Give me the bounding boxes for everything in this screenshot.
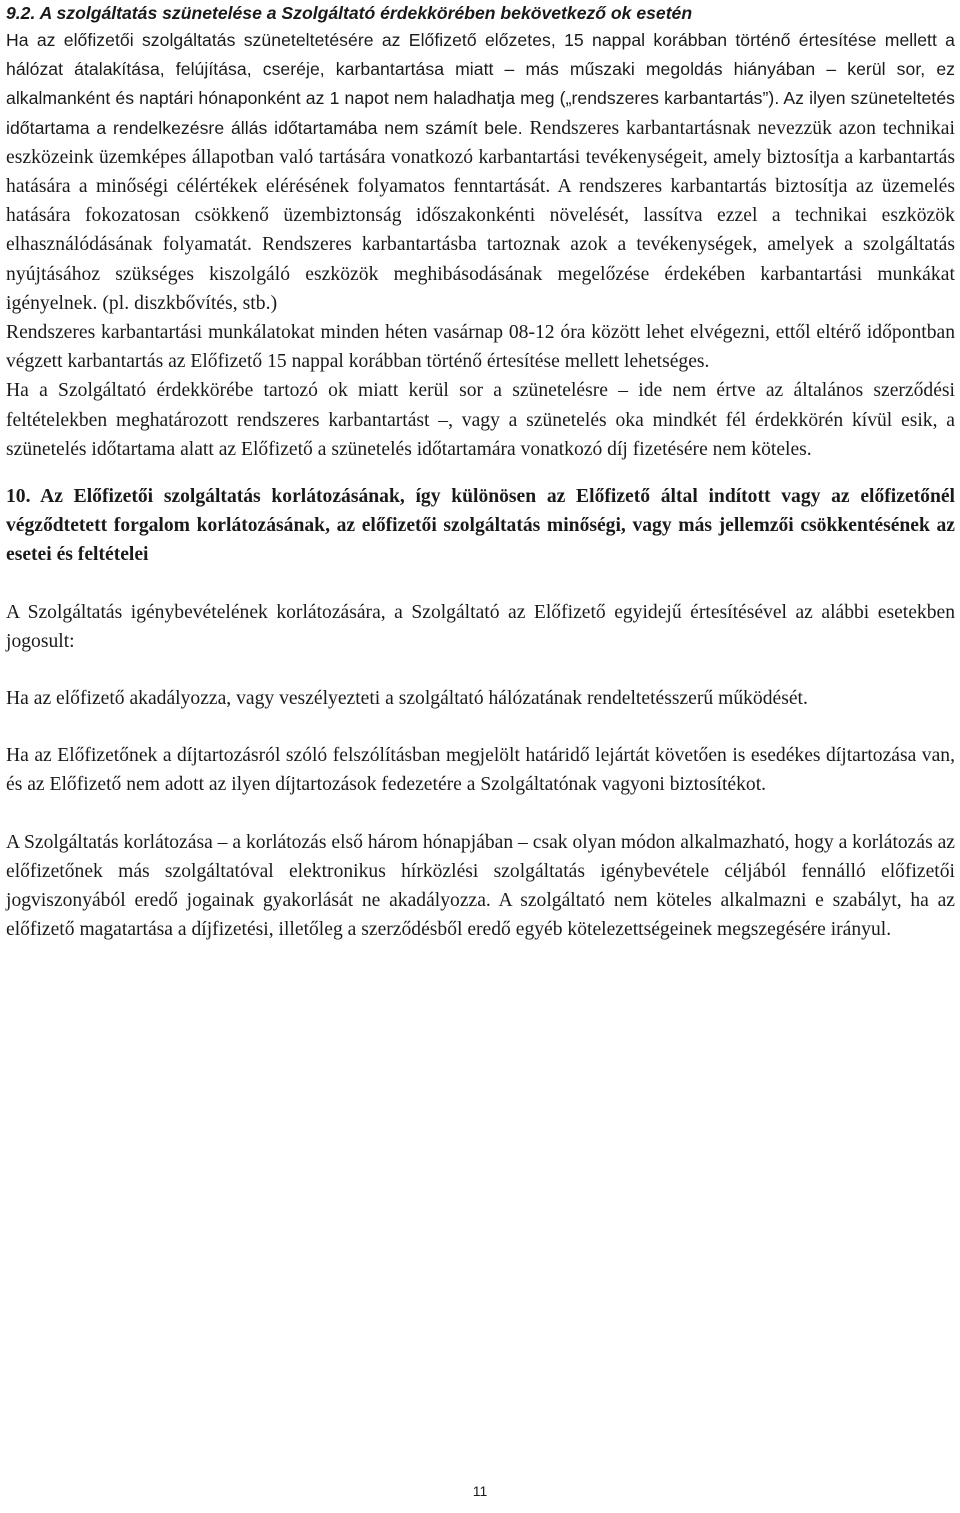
paragraph-scheduled-maintenance-intro [6, 26, 955, 318]
paragraph-restriction-rights: A Szolgáltatás igénybevételének korlátozására, a Szolgáltató az Előfizető egyidejű értesítésével az alábbi esetekben jogosult: [6, 601, 955, 652]
paragraph-provider-fault-suspension: Ha a Szolgáltató érdekkörébe tartozó ok miatt kerül sor a szünetelésre – ide nem értve az általános szerződési feltételekben meghatározott rendszeres karbantartást –, vagy a szünetelés oka mindkét fél érdekkörén kívül esik, a szünetelés időtartama alatt az Előfizető a szünetelés időtartamára vonatkozó díj fizetésére nem köteles. [6, 380, 955, 460]
paragraph-overdue-debt: Ha az Előfizetőnek a díjtartozásról szóló felszólításban megjelölt határidő lejártát követően is esedékes díjtartozása van, és az Előfizető nem adott az ilyen díjtartozások fedezetére a Szolgáltatónak vagyoni biztosítékot. [6, 745, 955, 796]
spacer [6, 656, 955, 684]
paragraph-maintenance-schedule: Rendszeres karbantartási munkálatokat minden héten vasárnap 08-12 óra között lehet elvégezni, ettől eltérő időpontban végzett karbantartás az Előfizető 15 nappal korábban történő értesítése mellett lehetséges. [6, 322, 955, 373]
section-heading-10: 10. Az Előfizetői szolgáltatás korlátozásának, így különösen az Előfizető által indított vagy az előfizetőnél végződtetett forgalom korlátozásának, az előfizetői szolgáltatás minőségi, vagy más jellemzői csökkentésének az esetei és feltételei [6, 486, 955, 566]
spacer [6, 464, 955, 482]
paragraph-network-endangerment: Ha az előfizető akadályozza, vagy veszélyezteti a szolgáltató hálózatának rendeltetésszerű működését. [6, 688, 808, 710]
spacer [6, 713, 955, 741]
section-heading-9-2: 9.2. A szolgáltatás szünetelése a Szolgáltató érdekkörében bekövetkező ok esetén [6, 3, 693, 23]
spacer [6, 570, 955, 598]
spacer [6, 800, 955, 828]
paragraph-maintenance-definition: Rendszeres karbantartásnak nevezzük azon technikai eszközeink üzemképes állapotban való tartására vonatkozó karbantartási tevékenységeit, amely biztosítja a karbantartás hatására a minőségi célértékek elérésének folyamatos fenntartását. A rendszeres karbantartás biztosítja az üzemelés hatására fokozatosan csökkenő üzembiztonság időszakonkénti növelését, lassítva ezzel a technikai eszközök elhasználódásának folyamatát. Rendszeres karbantartásba tartoznak azok a tevékenységek, amelyek a szolgáltatás nyújtásához szükséges kiszolgáló eszközök meghibásodásának megelőzése érdekében karbantartási munkákat igényelnek. (pl. diszkbővítés, stb.) [6, 117, 955, 314]
document-page [6, 0, 955, 944]
page-number: 11 [472, 1483, 488, 1499]
paragraph-restriction-limits: A Szolgáltatás korlátozása – a korlátozás első három hónapjában – csak olyan módon alkalmazható, hogy a korlátozás az előfizetőnek más szolgáltatóval elektronikus hírközlési szolgáltatás igénybevétele céljából fennálló előfizetői jogviszonyából eredő jogainak gyakorlását ne akadályozza. A szolgáltató nem köteles alkalmazni e szabályt, ha az előfizető magatartása a díjfizetési, illetőleg a szerződésből eredő egyéb kötelezettségeinek megszegésére irányul. [6, 831, 955, 941]
paragraph-scheduled-maintenance-text: Ha az előfizetői szolgáltatás szüneteltetésére az Előfizető előzetes, 15 nappal korábban történő értesítése mellett a hálózat átalakítása, felújítása, cseréje, karbantartása miatt – más műszaki megoldás hiányában – kerül sor, ez alkalmanként és naptári hónaponként az 1 napot nem haladhatja meg („rendszeres karbantartás”). Az ilyen szüneteltetés időtartama a rendelkezésre állás időtartamába nem számít bele. [6, 30, 955, 138]
